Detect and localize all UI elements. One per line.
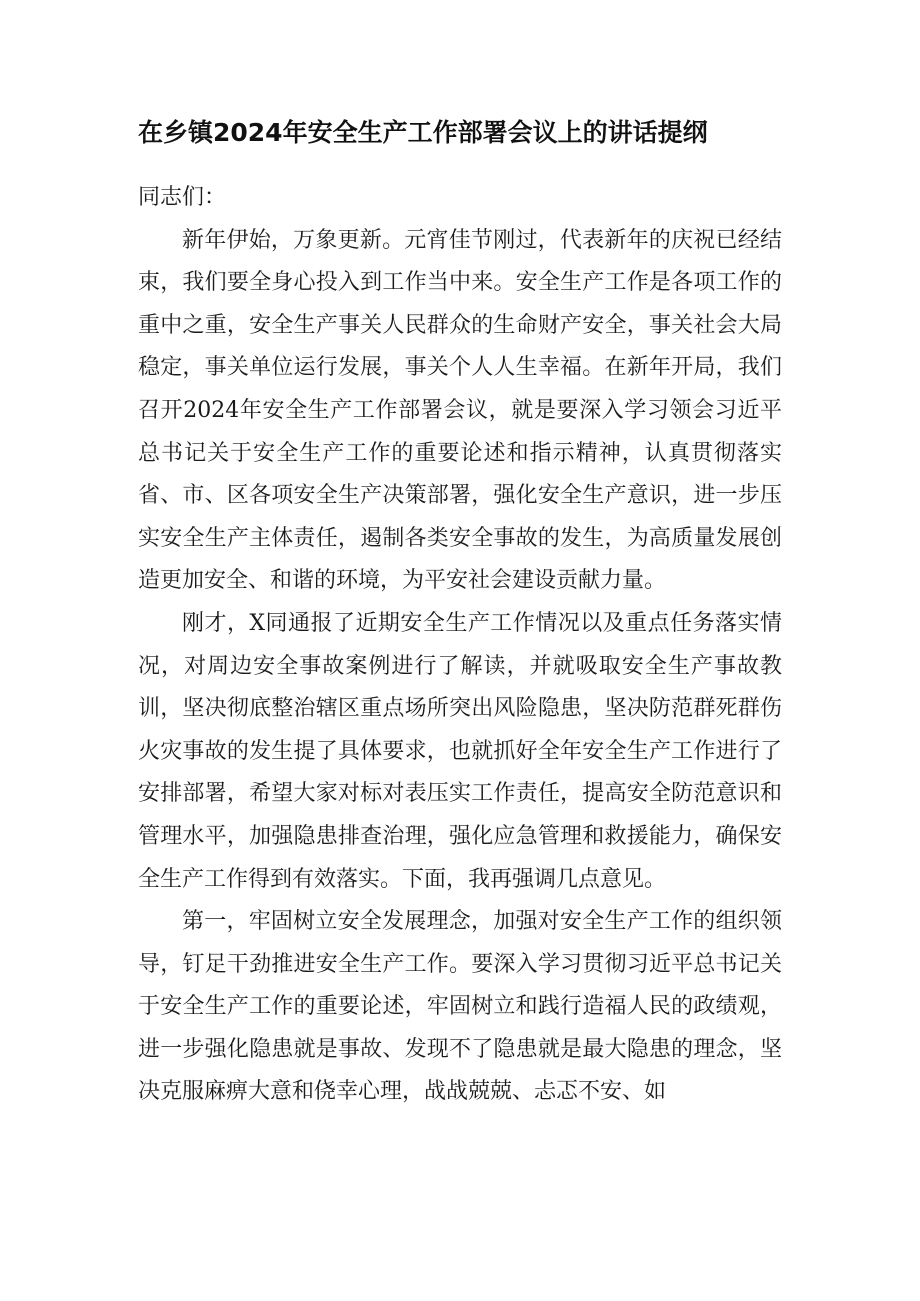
document-title: 在乡镇2024年安全生产工作部署会议上的讲话提纲 [138, 118, 708, 147]
salutation: 同志们： [138, 185, 227, 210]
paragraph-opening: 新年伊始，万象更新。元宵佳节刚过，代表新年的庆祝已经结束，我们要全身心投入到工作当中来。安全生产工作是各项工作的重中之重，安全生产事关人民群众的生命财产安全，事关社会大局稳定，事关单位运行发展，事关个人人生幸福。在新年开局，我们召开2024年安全生产工作部署会议，就是要深入学习领会习近平总书记关于安全生产工作的重要论述和指示精神，认真贯彻落实省、市、区各项安全生产决策部署，强化安全生产意识，进一步压实安全生产主体责任，遏制各类安全事故的发生，为高质量发展创造更加安全、和谐的环境，为平安社会建设贡献力量。 [138, 227, 782, 594]
paragraph-briefing: 刚才，X同通报了近期安全生产工作情况以及重点任务落实情况，对周边安全事故案例进行了解读，并就吸取安全生产事故教训，坚决彻底整治辖区重点场所突出风险隐患，坚决防范群死群伤火灾事故的发生提了具体要求，也就抓好全年安全生产工作进行了安排部署，希望大家对标对表压实工作责任，提高安全防范意识和管理水平，加强隐患排查治理，强化应急管理和救援能力，确保安全生产工作得到有效落实。下面，我再强调几点意见。 [138, 610, 782, 892]
paragraph-point-one: 第一，牢固树立安全发展理念，加强对安全生产工作的组织领导，钉足干劲推进安全生产工作。要深入学习贯彻习近平总书记关于安全生产工作的重要论述，牢固树立和践行造福人民的政绩观，进一步强化隐患就是事故、发现不了隐患就是最大隐患的理念，坚决克服麻痹大意和侥幸心理，战战兢兢、忐忑不安、如 [138, 909, 782, 1105]
